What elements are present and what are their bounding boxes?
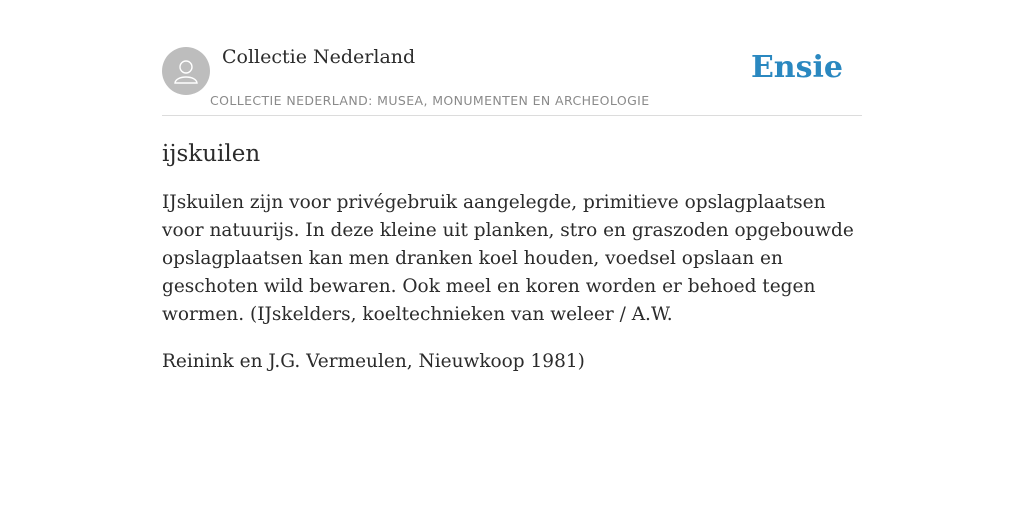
entry-paragraph: Reinink en J.G. Vermeulen, Nieuwkoop 1981) bbox=[162, 351, 585, 372]
user-icon bbox=[171, 56, 201, 86]
entry-title: ijskuilen bbox=[162, 141, 261, 167]
entry-paragraph: IJskuilen zijn voor privégebruik aangelegde, primitieve opslagplaatsen voor natuurijs. In deze kleine uit planken, stro en graszoden opgebouwde opslagplaatsen kan men dranken koel houden, voedsel opslaan en geschoten wild bewaren. Ook meel en koren worden er behoed tegen wormen. (IJskelders, koeltechnieken van weleer / A.W. bbox=[162, 192, 854, 325]
entry-header bbox=[162, 40, 862, 116]
entry-card bbox=[162, 40, 862, 376]
brand-logo[interactable]: Ensie bbox=[750, 50, 843, 85]
author-name[interactable]: Collectie Nederland bbox=[222, 46, 416, 68]
avatar[interactable] bbox=[162, 47, 210, 95]
collection-subtitle[interactable]: COLLECTIE NEDERLAND: MUSEA, MONUMENTEN EN ARCHEOLOGIE bbox=[210, 93, 650, 108]
